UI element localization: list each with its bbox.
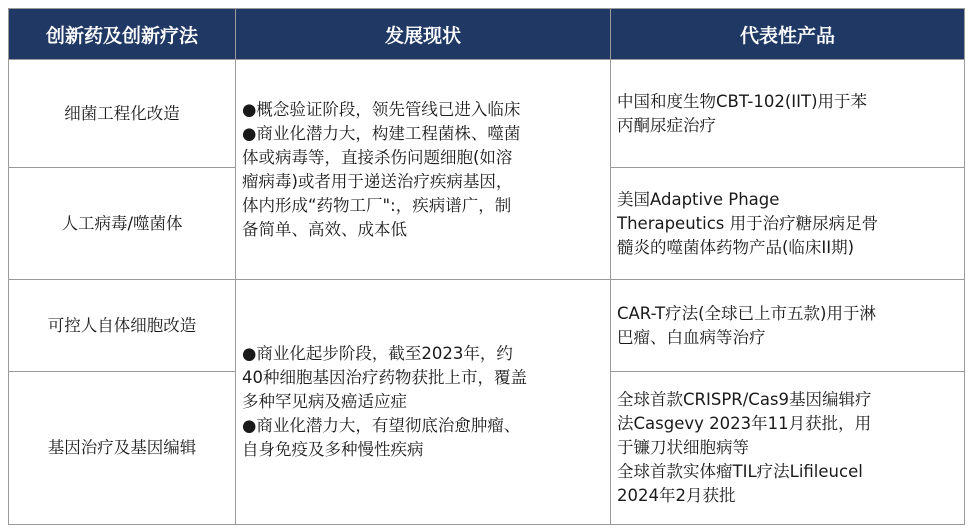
status-line: ●商业化潜力大，有望彻底治愈肿瘤、	[242, 416, 521, 435]
category-cell: 基因治疗及基因编辑	[9, 372, 236, 525]
product-cell	[611, 372, 965, 525]
category-cell: 可控人自体细胞改造	[9, 280, 236, 372]
header-row	[9, 9, 965, 60]
header-category: 创新药及创新疗法	[9, 9, 236, 60]
product-line: 丙酮尿症治疗	[617, 115, 716, 135]
product-line: 2024年2月获批	[617, 486, 736, 505]
product-cell	[611, 60, 965, 168]
product-line: 全球首款实体瘤TIL疗法Lifileucel	[617, 462, 863, 481]
status-line: 体内形成“药物工厂":，疾病谱广，制	[242, 195, 512, 215]
status-line: 多种罕见病及癌适应症	[242, 392, 407, 411]
product-line: Therapeutics 用于治疗糖尿病足骨	[617, 213, 879, 233]
table-row	[9, 60, 965, 168]
product-line: 全球首款CRISPR/Cas9基因编辑疗	[617, 390, 872, 409]
therapy-table	[8, 8, 965, 525]
product-cell	[611, 280, 965, 372]
status-cell	[236, 280, 611, 525]
category-cell: 细菌工程化改造	[9, 60, 236, 168]
status-line: 40种细胞基因治疗药物获批上市，覆盖	[242, 368, 527, 387]
product-line: CAR-T疗法(全球已上市五款)用于淋	[617, 303, 876, 323]
status-cell	[236, 60, 611, 280]
product-line: 法Casgevy 2023年11月获批，用	[617, 414, 872, 433]
status-line: 自身免疫及多种慢性疾病	[242, 440, 424, 459]
status-line: ●概念验证阶段，领先管线已进入临床	[242, 99, 521, 119]
status-line: ●商业化起步阶段，截至2023年，约	[242, 344, 513, 363]
status-line: ●商业化潜力大，构建工程菌株、噬菌	[242, 123, 521, 143]
status-line: 瘤病毒)或者用于递送治疗疾病基因，	[242, 171, 513, 191]
header-product: 代表性产品	[611, 9, 965, 60]
product-line: 中国和度生物CBT-102(IIT)用于苯	[617, 91, 868, 111]
status-line: 体或病毒等，直接杀伤问题细胞(如溶	[242, 147, 513, 167]
product-line: 髓炎的噬菌体药物产品(临床II期)	[617, 237, 855, 257]
table-row	[9, 280, 965, 372]
header-status: 发展现状	[236, 9, 611, 60]
category-cell: 人工病毒/噬菌体	[9, 168, 236, 280]
product-cell	[611, 168, 965, 280]
product-line: 巴瘤、白血病等治疗	[617, 327, 766, 347]
product-line: 于镰刀状细胞病等	[617, 438, 749, 457]
product-line: 美国Adaptive Phage	[617, 189, 780, 209]
status-line: 备简单、高效、成本低	[242, 219, 407, 239]
